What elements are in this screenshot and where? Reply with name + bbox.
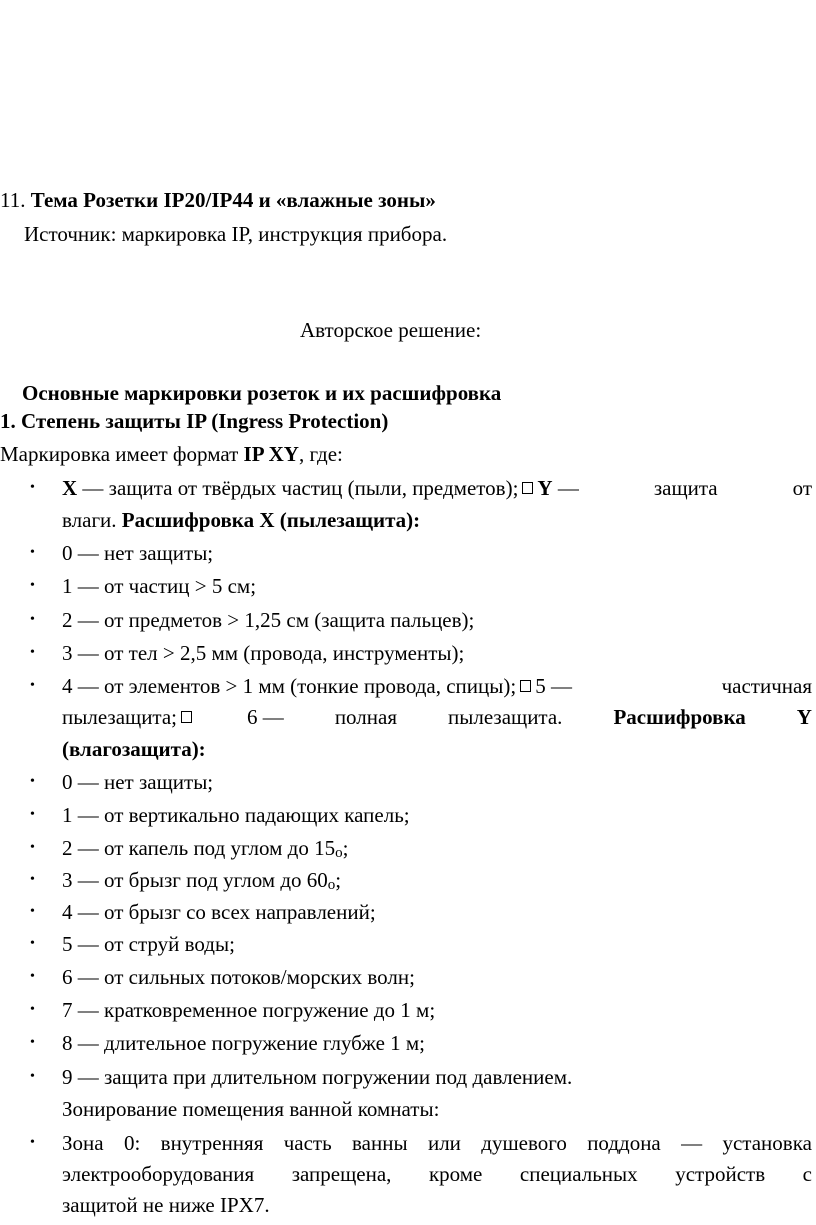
list-item: 3 — от брызг под углом до 60о; xyxy=(62,868,342,893)
list-item: 8 — длительное погружение глубже 1 м; xyxy=(62,1031,426,1055)
list-item: 3 — от тел > 2,5 мм (провода, инструменты); xyxy=(62,641,465,665)
zone0-line2: электрооборудования запрещена, кроме специальных устройств с xyxy=(62,1162,812,1186)
list-item: 5 — от струй воды; xyxy=(62,932,235,956)
bullet: • xyxy=(30,872,35,887)
header xyxy=(0,186,436,214)
list-item: 2 — от предметов > 1,25 см (защита пальцев); xyxy=(62,608,475,632)
bullet: • xyxy=(30,612,35,627)
source-line: Источник: маркировка IP, инструкция прибора. xyxy=(24,222,448,246)
list-item-x4-cont: пылезащита; 6 — полная пылезащита. Расшифровка Y xyxy=(62,705,812,729)
y-decode-title: (влагозащита): xyxy=(62,737,206,761)
bullet: • xyxy=(30,774,35,789)
list-item-x4: 4 — от элементов > 1 мм (тонкие провода, спицы); 5 — частичная xyxy=(62,674,812,698)
list-item: 4 — от брызг со всех направлений; xyxy=(62,900,376,924)
bullet: • xyxy=(30,807,35,822)
bullet: • xyxy=(30,545,35,560)
format-line: Маркировка имеет формат IP XY, где: xyxy=(0,442,343,466)
bullet: • xyxy=(30,480,35,495)
zoning-title: Зонирование помещения ванной комнаты: xyxy=(62,1097,440,1121)
bullet: • xyxy=(30,904,35,919)
square-marker-icon xyxy=(522,482,533,494)
list-item: 0 — нет защиты; xyxy=(62,541,214,565)
bullet: • xyxy=(30,645,35,660)
bullet: • xyxy=(30,936,35,951)
list-item: 1 — от вертикально падающих капель; xyxy=(62,803,410,827)
subsection-title: 1. Степень защиты IP (Ingress Protection) xyxy=(0,409,389,433)
x-decode-title: Расшифровка X (пылезащита): xyxy=(121,508,421,532)
item-number: 11. xyxy=(0,188,26,212)
square-marker-icon xyxy=(520,680,531,692)
bullet: • xyxy=(30,969,35,984)
bullet: • xyxy=(30,1002,35,1017)
bullet: • xyxy=(30,1135,35,1150)
list-item: 6 — от сильных потоков/морских волн; xyxy=(62,965,415,989)
author-solution-label: Авторское решение: xyxy=(300,318,482,342)
list-item: 0 — нет защиты; xyxy=(62,770,214,794)
bullet: • xyxy=(30,678,35,693)
zone0-line1: Зона 0: внутренняя часть ванны или душевого поддона — установка xyxy=(62,1131,812,1155)
page-title: Тема Розетки IP20/IP44 и «влажные зоны» xyxy=(30,188,436,212)
bullet: • xyxy=(30,1035,35,1050)
bullet: • xyxy=(30,578,35,593)
bullet: • xyxy=(30,840,35,855)
list-item-xy: X — защита от твёрдых частиц (пыли, предметов); Y — защита от xyxy=(62,476,812,500)
bullet: • xyxy=(30,1069,35,1084)
list-item: 9 — защита при длительном погружении под давлением. xyxy=(62,1065,573,1089)
list-item: 1 — от частиц > 5 см; xyxy=(62,574,257,598)
section-title: Основные маркировки розеток и их расшифровка xyxy=(22,381,502,405)
list-item: 2 — от капель под углом до 15о; xyxy=(62,836,349,861)
square-marker-icon xyxy=(181,711,192,723)
list-item: 7 — кратковременное погружение до 1 м; xyxy=(62,998,436,1022)
list-item-xy-cont: влаги. Расшифровка X (пылезащита): xyxy=(62,508,421,532)
ip-code: IP XY xyxy=(243,442,299,466)
zone0-line3: защитой не ниже IPX7. xyxy=(62,1193,270,1217)
